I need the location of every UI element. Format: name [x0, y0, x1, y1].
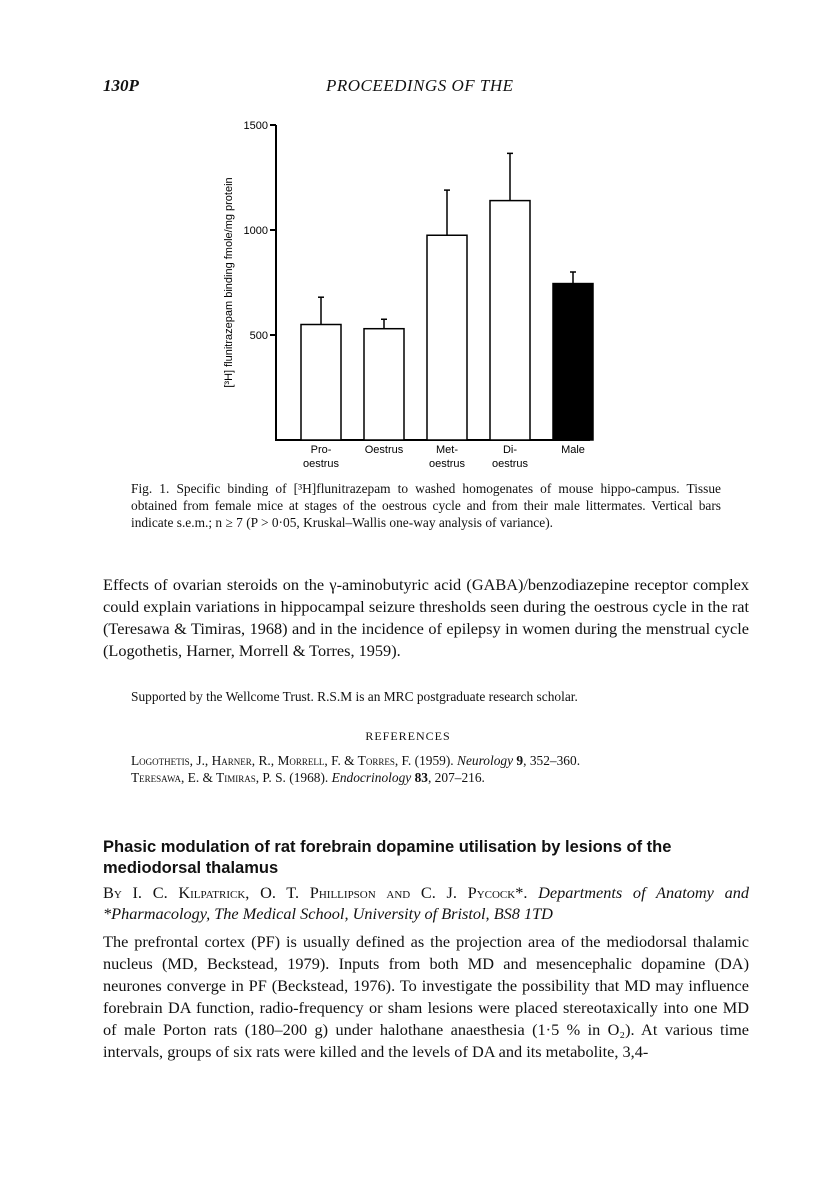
y-tick-label: 1000 [243, 225, 268, 237]
article-body: The prefrontal cortex (PF) is usually defined as the projection area of the mediodorsal thalamic nucleus (MD, Beckstead, 1979). Inputs from both MD and mesencephalic dopamine (DA) neurones converge in PF (Beckstead, 1976). To investigate the possibility that MD may influence forebrain DA function, radio-frequency or sham lesions were placed stereotaxically into one MD of male Porton rats (180–200 g) under halothane anaesthesia (1·5 % in O₂). At various time intervals, groups of six rats were killed and the levels of DA and its metabolite, 3,4- [103, 932, 749, 1061]
affiliation: Departments of Anatomy and *Pharmacology, The Medical School, University of Bristol, BS8 1TD [103, 883, 749, 923]
category-label: Male [561, 444, 585, 456]
figure-caption [131, 480, 721, 531]
y-tick-label: 1500 [243, 120, 268, 132]
category-label: Met-oestrus [428, 444, 466, 470]
bar [490, 201, 530, 440]
article-title: Phasic modulation of rat forebrain dopamine utilisation by lesions of the mediodorsal thalamus [103, 838, 672, 877]
caption-text: Specific binding of [³H]flunitrazepam to washed homogenates of mouse hippo-campus. Tissue obtained from female mice at stages of the oestrous cycle and from their male littermates. Vertical bars indicate s.e.m.; n ≥ 7 (P > 0·05, Kruskal–Wallis one-way analysis of variance). [131, 481, 721, 530]
bar-chart [210, 112, 610, 472]
bar [427, 235, 467, 440]
y-axis-label: [³H] flunitrazepam binding fmole/mg protein [223, 177, 235, 388]
reference-journal: Endocrinology [331, 770, 412, 785]
bar [301, 325, 341, 441]
page-number: 130P [103, 76, 139, 95]
reference-item [131, 752, 751, 769]
body-paragraph: Effects of ovarian steroids on the γ-aminobutyric acid (GABA)/benzodiazepine receptor complex could explain variations in hippocampal seizure thresholds seen during the oestrous cycle in the rat (Teresawa & Timiras, 1968) and in the incidence of epilepsy in women during the menstrual cycle (Logothetis, Harner, Morrell & Torres, 1959). [103, 575, 749, 660]
support-note: Supported by the Wellcome Trust. R.S.M is an MRC postgraduate research scholar. [131, 689, 578, 704]
reference-volume: 83 [414, 770, 428, 785]
reference-pages: , 352–360. [523, 753, 581, 768]
reference-journal: Neurology [457, 753, 514, 768]
y-tick-label: 500 [249, 330, 268, 342]
reference-authors: Teresawa, E. & Timiras, P. S. (1968). [131, 770, 329, 785]
reference-pages: , 207–216. [427, 770, 485, 785]
reference-item [131, 769, 751, 786]
references-heading: REFERENCES [365, 729, 451, 743]
references-list [131, 752, 751, 786]
by-label: By [103, 883, 122, 902]
bar [553, 284, 593, 440]
reference-volume: 9 [516, 753, 524, 768]
category-label: Oestrus [364, 444, 404, 456]
reference-authors: Logothetis, J., Harner, R., Morrell, F. & Torres, F. (1959). [131, 753, 454, 768]
author-names: I. C. Kilpatrick, O. T. Phillipson and C. J. Pycock*. [132, 883, 528, 902]
running-header: PROCEEDINGS OF THE [326, 76, 514, 95]
category-label: Pro-oestrus [302, 444, 340, 470]
article-authors [103, 882, 749, 924]
category-label: Di-oestrus [491, 444, 529, 470]
caption-label: Fig. 1. [131, 481, 170, 496]
bar [364, 329, 404, 440]
